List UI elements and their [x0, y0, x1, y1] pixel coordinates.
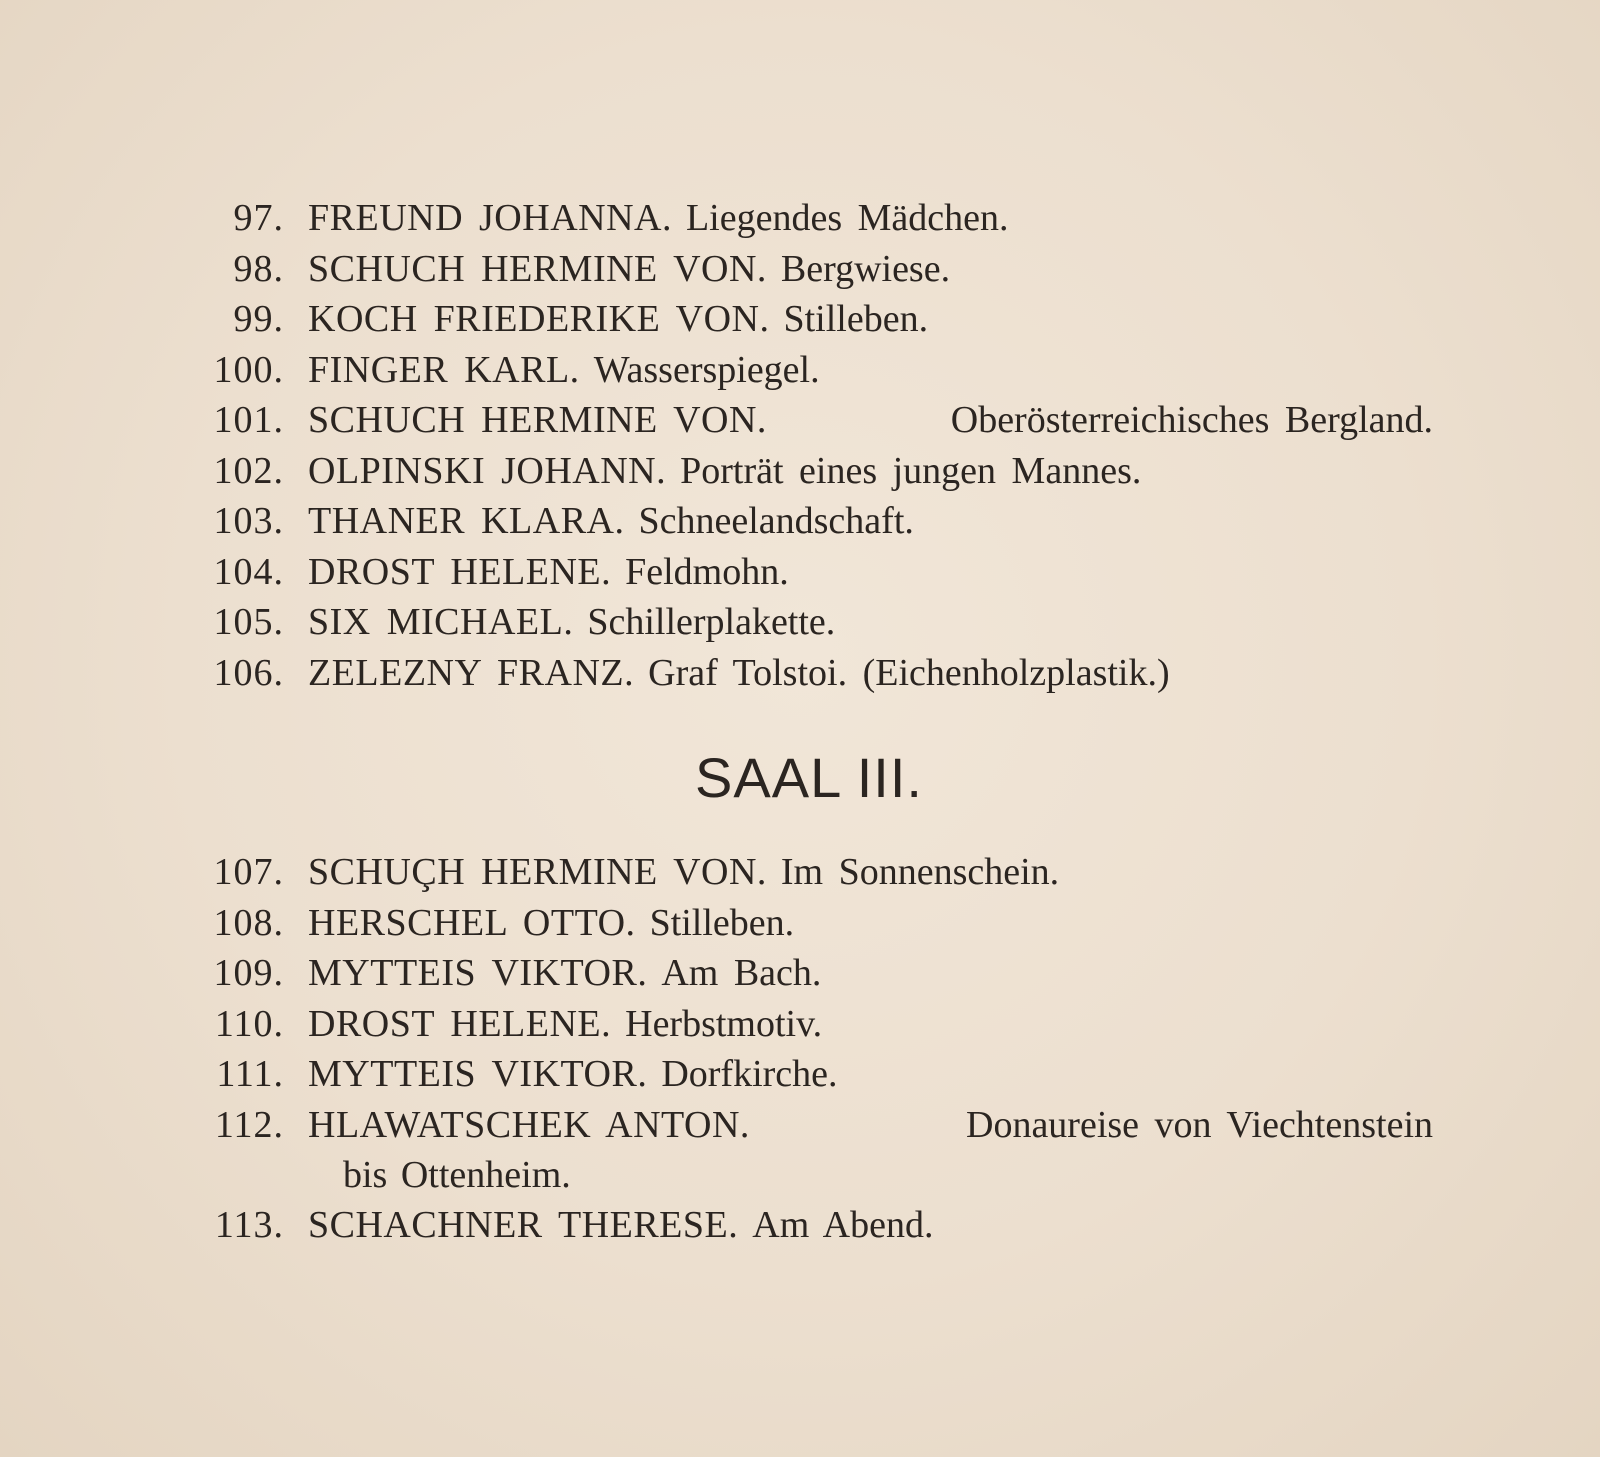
entry-artist: DROST HELENE. [308, 1002, 612, 1045]
entry-artist: SCHACHNER THERESE. [308, 1204, 739, 1246]
entry-title: Schillerplakette. [587, 601, 836, 643]
entry-artist: MYTTEIS VIKTOR. [308, 952, 648, 994]
entry-artist: SCHUCH HERMINE VON. [308, 399, 767, 441]
entry-title: Dorfkirche. [661, 1053, 838, 1095]
entry-artist: HLAWATSCHEK ANTON. [308, 1103, 750, 1146]
entry-artist: SCHUCH HERMINE VON. [308, 247, 767, 290]
entry-number: 101. [213, 399, 284, 441]
entry-number: 113. [214, 1204, 284, 1246]
catalog-entry [0, 648, 1600, 699]
entry-title: Herbstmotiv. [625, 1002, 823, 1045]
entry-artist: OLPINSKI JOHANN. [308, 449, 667, 492]
catalog-entry [0, 898, 1600, 949]
entry-number: 99. [233, 298, 284, 340]
catalog-entry [0, 496, 1600, 547]
entry-artist: SCHUÇH HERMINE VON. [308, 851, 767, 893]
catalog-entry [0, 395, 1600, 446]
entry-title: Oberösterreichisches Bergland. [950, 399, 1433, 441]
entry-title: Stilleben. [783, 298, 929, 340]
entry-title: Am Abend. [752, 1204, 934, 1246]
entry-title: Stilleben. [649, 901, 795, 944]
entry-number: 111. [216, 1053, 284, 1095]
catalog-entry [0, 547, 1600, 598]
catalog-entry [0, 1049, 1600, 1100]
entry-number: 102. [213, 449, 284, 492]
entry-text [308, 244, 1433, 294]
catalog-list-section-1 [0, 193, 1600, 698]
entry-text [308, 446, 1433, 496]
entry-number: 107. [213, 851, 284, 893]
catalog-entry [0, 1100, 1600, 1201]
entry-artist: SIX MICHAEL. [308, 601, 574, 643]
catalog-entry [0, 345, 1600, 396]
entry-title: Graf Tolstoi. (Eichenholzplastik.) [648, 651, 1170, 694]
entry-text [308, 847, 1433, 897]
catalog-entry [0, 446, 1600, 497]
entry-title: Bergwiese. [780, 247, 951, 290]
entry-number: 106. [213, 651, 284, 694]
entry-text [308, 597, 1433, 647]
entry-text [308, 193, 1433, 243]
entry-number: 112. [214, 1103, 284, 1146]
entry-text [308, 999, 1433, 1049]
entry-artist: HERSCHEL OTTO. [308, 901, 636, 944]
entry-text [308, 648, 1433, 698]
entry-number: 108. [213, 901, 284, 944]
entry-number: 104. [213, 550, 284, 593]
catalog-entry [0, 193, 1600, 244]
entry-number: 110. [214, 1002, 284, 1045]
entry-artist: THANER KLARA. [308, 500, 625, 542]
entry-text [308, 948, 1433, 998]
entry-title: Schneelandschaft. [638, 500, 914, 542]
entry-text [308, 496, 1433, 546]
entry-title: Feldmohn. [625, 550, 789, 593]
entry-text [308, 1200, 1433, 1250]
entry-text [308, 345, 1433, 395]
entry-number: 98. [233, 247, 284, 290]
catalog-entry [0, 847, 1600, 898]
entry-text [308, 547, 1433, 597]
section-heading: SAAL III. [695, 746, 923, 809]
entry-title: Im Sonnenschein. [780, 851, 1060, 893]
entry-artist: ZELEZNY FRANZ. [308, 651, 635, 694]
catalog-entry [0, 294, 1600, 345]
entry-number: 103. [213, 500, 284, 542]
entry-number: 100. [213, 348, 284, 391]
entry-number: 105. [213, 601, 284, 643]
entry-title: Wasserspiegel. [593, 348, 820, 391]
catalog-list-section-2 [0, 847, 1600, 1251]
entry-text [308, 395, 1433, 445]
entry-artist: MYTTEIS VIKTOR. [308, 1053, 648, 1095]
entry-artist: DROST HELENE. [308, 550, 612, 593]
catalog-entry [0, 999, 1600, 1050]
entry-text [308, 1049, 1433, 1099]
entry-number: 109. [213, 952, 284, 994]
catalog-entry [0, 244, 1600, 295]
catalog-entry [0, 948, 1600, 999]
entry-text [308, 294, 1433, 344]
entry-text [308, 1100, 1433, 1150]
catalog-entry [0, 597, 1600, 648]
catalog-entry [0, 1200, 1600, 1251]
entry-title: Porträt eines jungen Mannes. [680, 449, 1142, 492]
entry-artist: FINGER KARL. [308, 348, 580, 391]
entry-title-continued: bis Ottenheim. [343, 1153, 571, 1196]
entry-title: Liegendes Mädchen. [685, 197, 1009, 239]
entry-text [308, 898, 1433, 948]
entry-title: Donaureise von Viechtenstein [966, 1103, 1433, 1146]
entry-number: 97. [233, 197, 284, 239]
entry-artist: FREUND JOHANNA. [308, 197, 672, 239]
entry-title: Am Bach. [661, 952, 822, 994]
entry-artist: KOCH FRIEDERIKE VON. [308, 298, 770, 340]
